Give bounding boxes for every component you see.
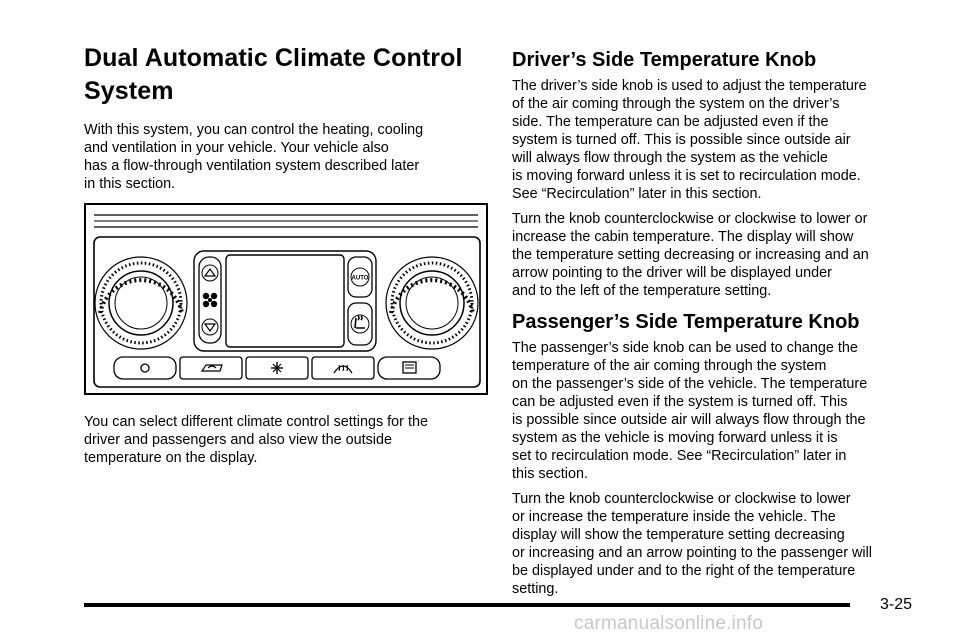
- auto-label: AUTO: [351, 275, 369, 282]
- bottom-button-row: [114, 357, 440, 379]
- power-icon: [141, 364, 149, 372]
- watermark: carmanualsonline.info: [574, 613, 764, 634]
- driver-knob-heading: Driver’s Side Temperature Knob: [512, 49, 817, 71]
- left-column: [84, 42, 490, 474]
- driver-knob-paragraph-2: Turn the knob counterclockwise or clockwise to lower or increase the cabin temperature. The display will show the temperature setting decreasing or increasing and an arrow pointing to the driver will be displayed under and to the left of the temperature setting.: [512, 211, 869, 299]
- auto-button[interactable]: [348, 257, 372, 297]
- intro-paragraph: With this system, you can control the heating, cooling and ventilation in your vehicle. Your vehicle also has a flow-through ventilation system described later in this section.: [84, 122, 424, 192]
- passenger-heat-button[interactable]: [348, 303, 372, 345]
- down-arrow-icon[interactable]: [202, 319, 218, 335]
- driver-temperature-knob[interactable]: [95, 257, 187, 349]
- recirculation-button[interactable]: [180, 357, 242, 379]
- passenger-temperature-knob[interactable]: [386, 257, 478, 349]
- climate-control-illustration: [84, 203, 488, 395]
- driver-knob-paragraph-1: The driver’s side knob is used to adjust the temperature of the air coming through the system on the driver’s side. The temperature can be adjusted even if the system is turned off. This is possible since outside air will always flow through the system as the vehicle is moving forward unless it is set to recirculation mode. See “Recirculation” later in this section.: [512, 78, 867, 202]
- up-arrow-icon[interactable]: [202, 265, 218, 281]
- footer-rule: [84, 603, 850, 607]
- right-column: [512, 48, 932, 605]
- air-conditioning-button[interactable]: [246, 357, 308, 379]
- passenger-knob-paragraph-1: The passenger’s side knob can be used to change the temperature of the air coming through the system on the passenger’s side of the vehicle. The temperature can be adjusted even if the system is turned off. This is possible since outside air will always flow through the system as the vehicle is moving forward unless it is set to recirculation mode. See “Recirculation” later in this section.: [512, 340, 868, 482]
- after-figure-paragraph: You can select different climate control settings for the driver and passengers and also view the outside temperature on the display.: [84, 414, 428, 466]
- page-number: 3-25: [880, 596, 913, 613]
- power-button[interactable]: [114, 357, 176, 379]
- passenger-knob-heading: Passenger’s Side Temperature Knob: [512, 311, 860, 333]
- passenger-knob-paragraph-2: Turn the knob counterclockwise or clockwise to lower or increase the temperature inside the vehicle. The display will show the temperature setting decreasing or increasing and an arrow pointing to the passenger will be displayed under and to the right of the temperature setting.: [512, 491, 872, 597]
- rear-defrost-button[interactable]: [378, 357, 440, 379]
- front-defrost-button[interactable]: [312, 357, 374, 379]
- section-title: Dual Automatic Climate Control System: [84, 44, 463, 105]
